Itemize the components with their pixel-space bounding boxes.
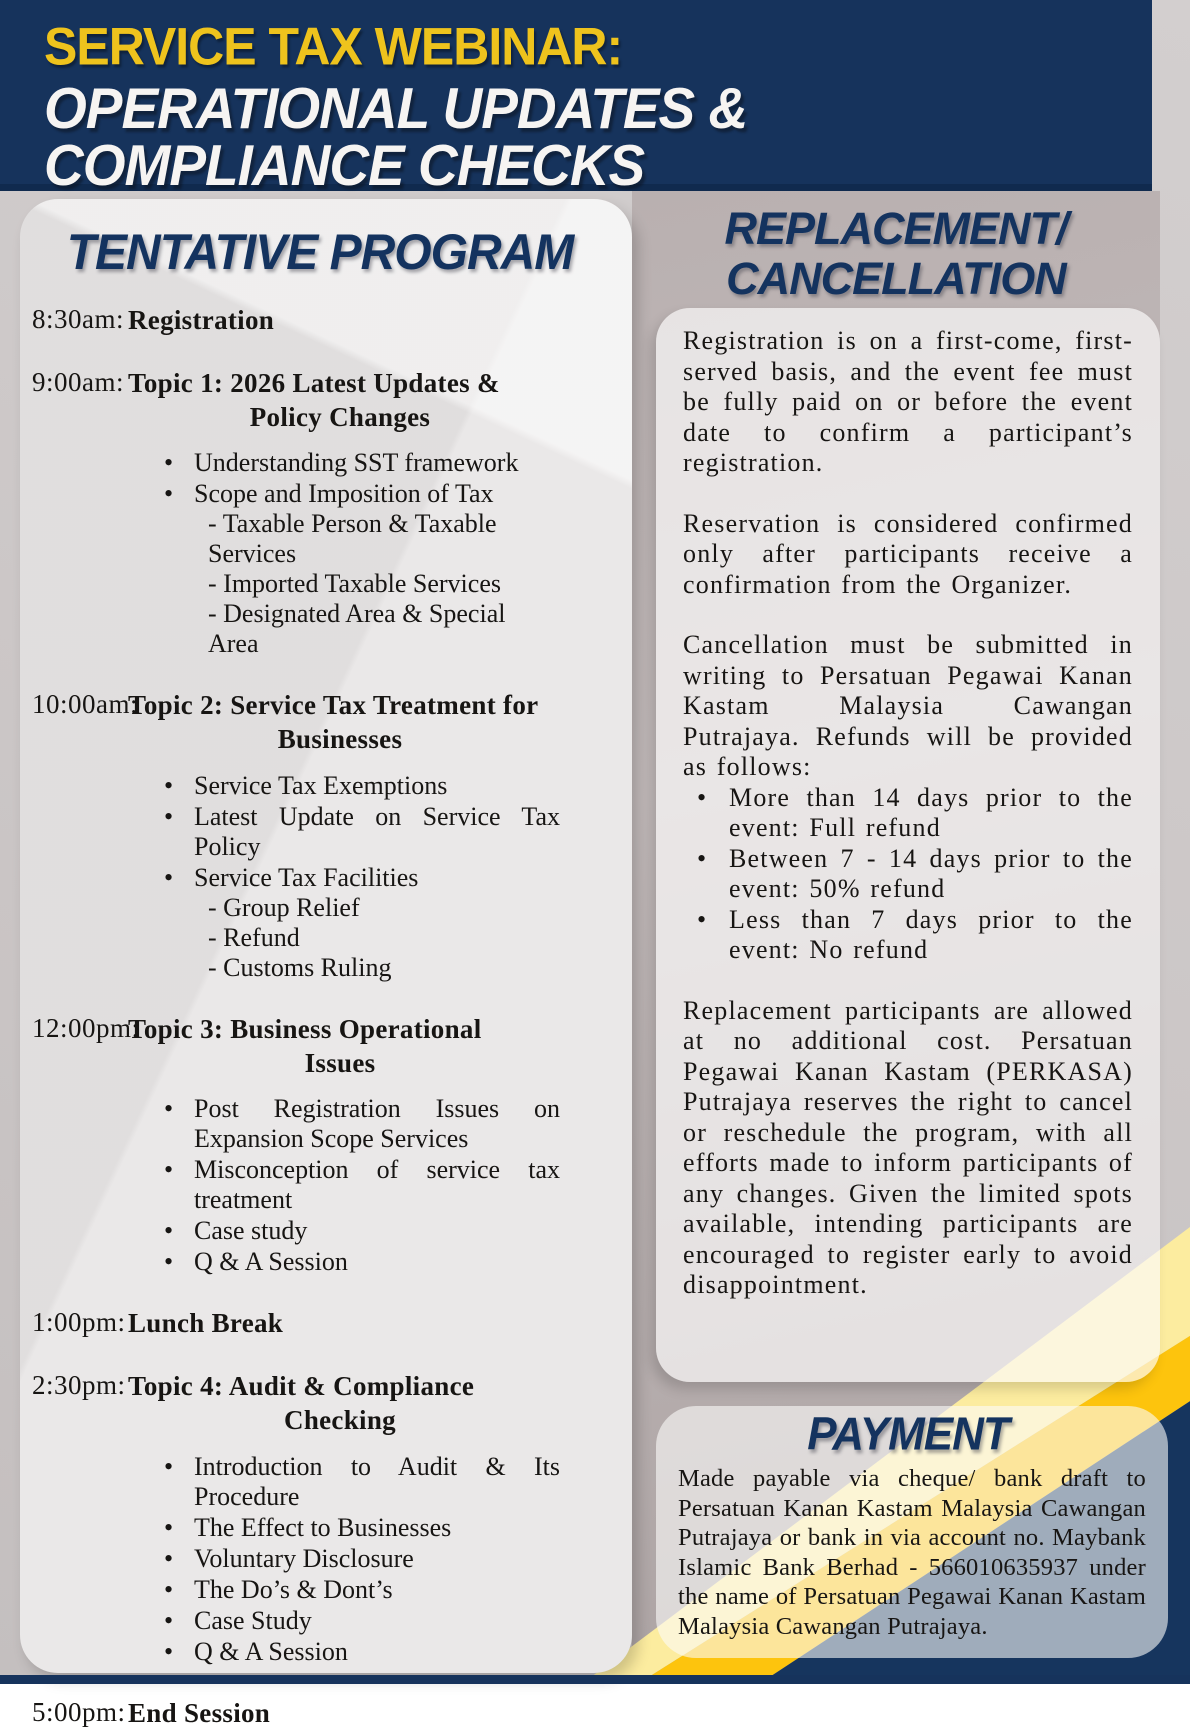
program-bullet-text — [194, 1575, 560, 1605]
refund-policy-item — [689, 905, 1133, 966]
program-bullet-text — [194, 1247, 560, 1277]
program-item-body — [128, 1370, 622, 1668]
program-bullet — [164, 1452, 560, 1512]
program-bullet-text — [194, 802, 560, 862]
bullet-dot: • — [164, 479, 194, 659]
replacement-paragraph-reservation: Reservation is considered confirmed only after participants receive a confirmation from the Organizer. — [683, 509, 1133, 601]
program-bullet — [164, 802, 560, 862]
bullet-dot: • — [164, 1452, 194, 1512]
program-bullet-text — [194, 1606, 560, 1636]
program-item-title-line2: Policy Changes — [128, 401, 622, 435]
bullet-dot: • — [164, 1637, 194, 1667]
program-item-time: 2:30pm: — [26, 1370, 128, 1668]
program-item-bullets — [164, 1094, 560, 1277]
bottom-navy-bar — [0, 1675, 1190, 1684]
program-bullet-main: Q & A Session — [194, 1637, 560, 1667]
replacement-cancellation-heading — [632, 204, 1168, 303]
program-bullet-text — [194, 1216, 560, 1246]
refund-policy-text: Less than 7 days prior to the event: No refund — [729, 905, 1133, 966]
replacement-cancellation-card — [656, 308, 1160, 1382]
tentative-program-card — [20, 199, 632, 1673]
replacement-paragraph-cancellation: Cancellation must be submitted in writing to Persatuan Pegawai Kanan Kastam Malaysia Cawangan Putrajaya. Refunds will be provided as follows: — [683, 630, 1133, 783]
payment-card — [656, 1406, 1168, 1658]
program-bullet-main: Understanding SST framework — [194, 448, 560, 478]
program-bullet-main: Scope and Imposition of Tax — [194, 479, 560, 509]
program-bullet-main: Case study — [194, 1216, 560, 1246]
program-item-time: 1:00pm: — [26, 1307, 128, 1341]
bullet-dot: • — [164, 448, 194, 478]
bullet-dot: • — [164, 863, 194, 983]
program-bullet — [164, 1094, 560, 1154]
program-item-title-line2: Checking — [128, 1404, 622, 1438]
program-item-bullets — [164, 448, 560, 659]
bullet-dot: • — [164, 1513, 194, 1543]
program-item — [26, 367, 622, 661]
program-item-body — [128, 304, 622, 338]
program-bullet-subitem: - Group Relief — [208, 893, 560, 923]
program-item-body — [128, 367, 622, 661]
program-bullet-main: Misconception of service tax treatment — [194, 1155, 560, 1215]
bullet-dot: • — [164, 802, 194, 862]
payment-instructions-text: Made payable via cheque/ bank draft to Persatuan Kanan Kastam Malaysia Cawangan Putrajaya or bank in via account no. Maybank Islamic Bank Berhad - 566010635937 under the name of Persatuan Pegawai Kanan Kastam Malaysia Cawangan Putrajaya. — [678, 1464, 1146, 1641]
refund-policy-text: More than 14 days prior to the event: Full refund — [729, 783, 1133, 844]
program-item — [26, 1013, 622, 1279]
refund-policy-item — [689, 844, 1133, 905]
program-bullet — [164, 863, 560, 983]
program-item-body — [128, 1307, 622, 1341]
webinar-main-title-line2: COMPLIANCE CHECKS — [44, 137, 1142, 194]
program-bullet — [164, 1513, 560, 1543]
program-bullet — [164, 771, 560, 801]
program-item — [26, 304, 622, 338]
payment-heading: PAYMENT — [678, 1409, 1146, 1462]
program-bullet-text — [194, 1452, 560, 1512]
program-bullet-subitem: - Customs Ruling — [208, 953, 560, 983]
replacement-heading-line1: REPLACEMENT/ — [632, 204, 1160, 254]
program-bullet-main: The Effect to Businesses — [194, 1513, 560, 1543]
webinar-kicker-title: SERVICE TAX WEBINAR: — [44, 16, 1152, 77]
program-item-time: 8:30am: — [26, 304, 128, 338]
program-item-bullets — [164, 771, 560, 983]
program-item-time: 10:00am: — [26, 689, 128, 984]
bullet-dot: • — [164, 1216, 194, 1246]
webinar-main-title — [44, 80, 1152, 194]
program-item-title-line2: Issues — [128, 1047, 622, 1081]
program-item — [26, 1697, 622, 1730]
program-item-title: Topic 2: Service Tax Treatment for — [128, 689, 622, 723]
program-bullet — [164, 1247, 560, 1277]
refund-policy-list — [689, 783, 1133, 966]
program-list — [26, 304, 622, 1730]
program-item-title-line2: Businesses — [128, 723, 622, 757]
program-bullet-text — [194, 479, 560, 659]
program-item-title: Registration — [128, 304, 622, 338]
program-bullet-text — [194, 1544, 560, 1574]
program-item-body — [128, 1697, 622, 1730]
program-bullet — [164, 448, 560, 478]
bullet-dot: • — [164, 1247, 194, 1277]
program-bullet-main: Service Tax Facilities — [194, 863, 560, 893]
program-item-title: Topic 1: 2026 Latest Updates & — [128, 367, 622, 401]
program-bullet-text — [194, 771, 560, 801]
program-bullet — [164, 1637, 560, 1667]
tentative-program-heading: TENTATIVE PROGRAM — [26, 224, 622, 282]
program-item-time: 9:00am: — [26, 367, 128, 661]
program-item-title: Topic 4: Audit & Compliance — [128, 1370, 622, 1404]
bullet-dot: • — [164, 1606, 194, 1636]
program-bullet-main: Latest Update on Service Tax Policy — [194, 802, 560, 862]
bullet-dot: • — [689, 905, 729, 966]
program-bullet — [164, 1606, 560, 1636]
program-bullet-main: The Do’s & Dont’s — [194, 1575, 560, 1605]
program-bullet — [164, 1155, 560, 1215]
program-bullet — [164, 479, 560, 659]
program-bullet-subitem: - Imported Taxable Services — [208, 569, 560, 599]
program-bullet-main: Q & A Session — [194, 1247, 560, 1277]
program-item-bullets — [164, 1452, 560, 1667]
webinar-main-title-line1: OPERATIONAL UPDATES & — [44, 80, 1142, 137]
program-bullet — [164, 1544, 560, 1574]
program-item — [26, 689, 622, 984]
bullet-dot: • — [164, 1155, 194, 1215]
program-bullet-main: Voluntary Disclosure — [194, 1544, 560, 1574]
bullet-dot: • — [164, 1094, 194, 1154]
program-bullet-text — [194, 1094, 560, 1154]
replacement-paragraph-registration: Registration is on a first-come, first-served basis, and the event fee must be fully paid on or before the event date to confirm a participant’s registration. — [683, 326, 1133, 479]
replacement-paragraph-closing: Replacement participants are allowed at no additional cost. Persatuan Pegawai Kanan Kastam (PERKASA) Putrajaya reserves the right to cancel or reschedule the program, with all efforts made to inform participants of any changes. Given the limited spots available, intending participants are encouraged to register early to avoid disappointment. — [683, 996, 1133, 1301]
program-item-body — [128, 689, 622, 984]
program-bullet-main: Introduction to Audit & Its Procedure — [194, 1452, 560, 1512]
program-bullet-text — [194, 863, 560, 983]
program-bullet-main: Service Tax Exemptions — [194, 771, 560, 801]
header-banner — [0, 0, 1152, 191]
program-bullet-text — [194, 1637, 560, 1667]
program-bullet — [164, 1575, 560, 1605]
program-bullet — [164, 1216, 560, 1246]
program-bullet-main: Case Study — [194, 1606, 560, 1636]
program-item — [26, 1307, 622, 1341]
bullet-dot: • — [164, 1544, 194, 1574]
program-item-body — [128, 1013, 622, 1279]
replacement-heading-line2: CANCELLATION — [632, 254, 1160, 304]
program-bullet-subitem: - Taxable Person & Taxable Services — [208, 509, 560, 569]
program-bullet-text — [194, 1513, 560, 1543]
bullet-dot: • — [689, 783, 729, 844]
program-item-title: End Session — [128, 1697, 622, 1730]
program-item-time: 5:00pm: — [26, 1697, 128, 1730]
program-bullet-text — [194, 448, 560, 478]
program-bullet-subitem: - Refund — [208, 923, 560, 953]
bullet-dot: • — [689, 844, 729, 905]
program-item-title: Topic 3: Business Operational — [128, 1013, 622, 1047]
program-item-title: Lunch Break — [128, 1307, 622, 1341]
program-bullet-subitem: - Designated Area & Special Area — [208, 599, 560, 659]
program-item — [26, 1370, 622, 1668]
refund-policy-item — [689, 783, 1133, 844]
program-item-time: 12:00pm: — [26, 1013, 128, 1279]
program-bullet-text — [194, 1155, 560, 1215]
bullet-dot: • — [164, 771, 194, 801]
refund-policy-text: Between 7 - 14 days prior to the event: 50% refund — [729, 844, 1133, 905]
program-bullet-main: Post Registration Issues on Expansion Scope Services — [194, 1094, 560, 1154]
bullet-dot: • — [164, 1575, 194, 1605]
